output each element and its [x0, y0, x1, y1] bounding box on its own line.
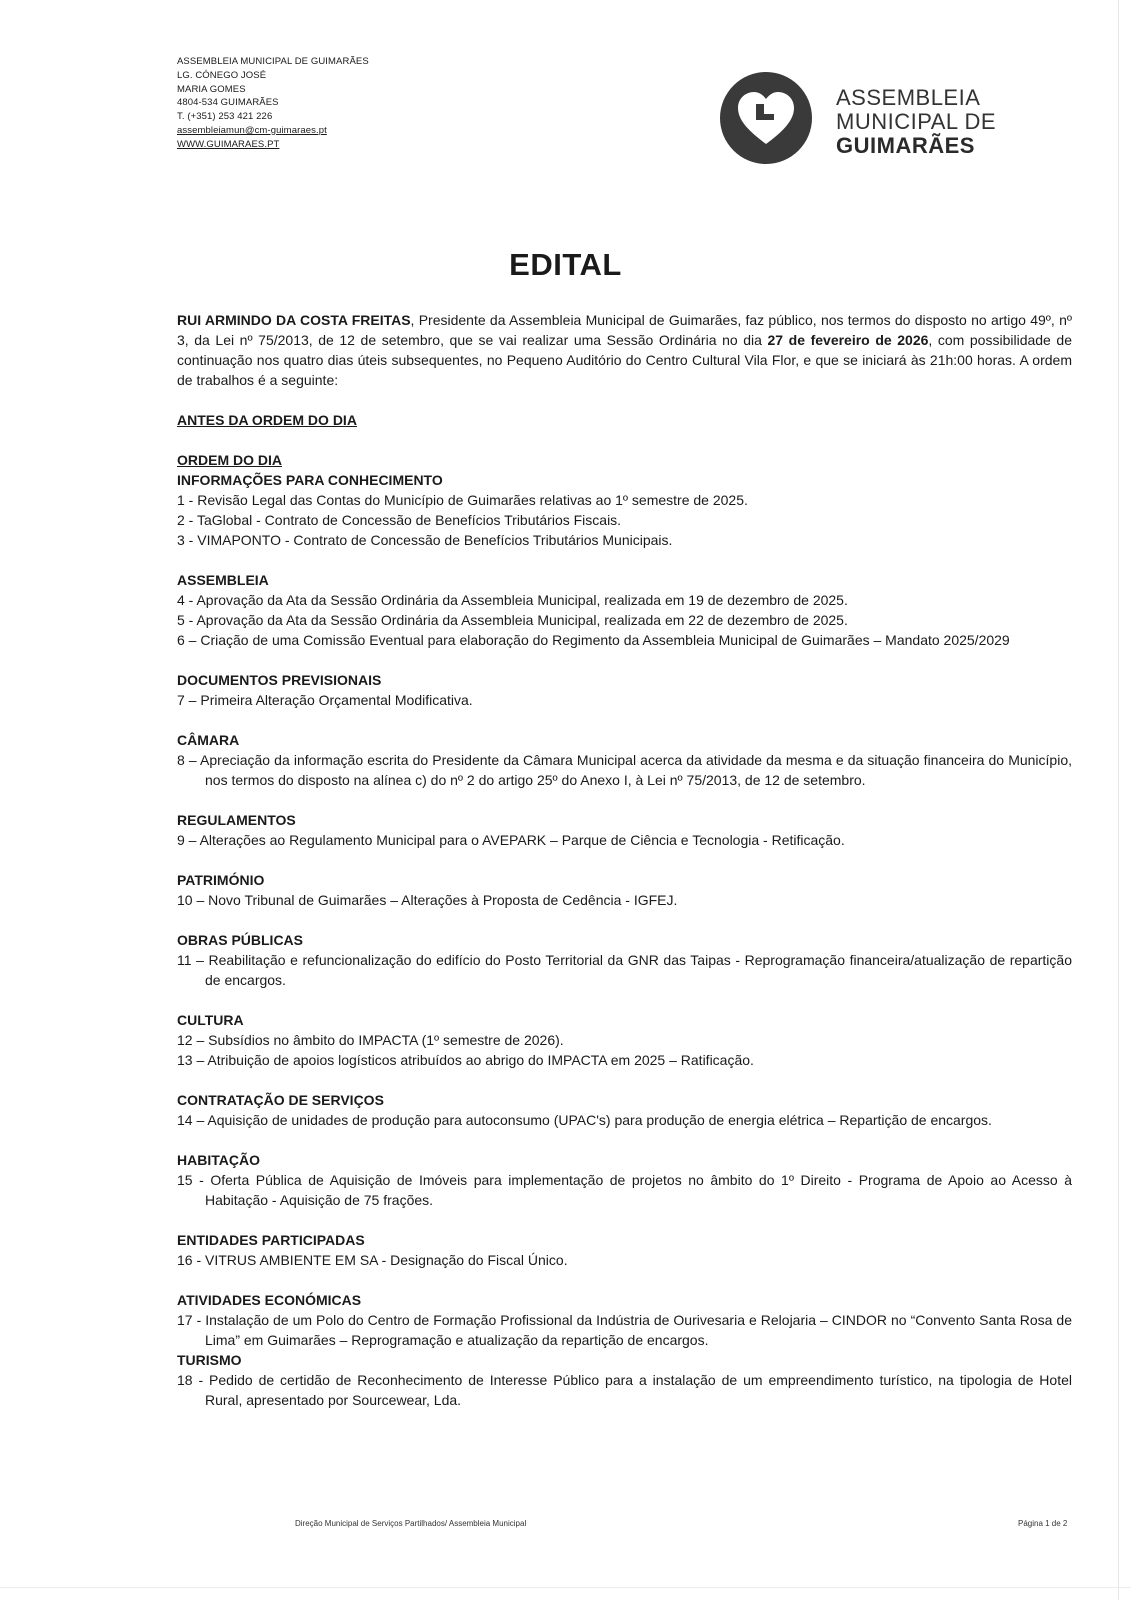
agenda-sections	[177, 470, 1072, 1410]
intro-text: , com possibilidade de continuação nos quatro dias úteis subsequentes, no Pequeno Auditório do Centro Cultural Vila Flor, e que se iniciará às 21h:00 horas. A ordem de trabalhos é a seguinte:	[177, 332, 1072, 388]
session-date: 27 de fevereiro de 2026	[767, 332, 929, 348]
email-link[interactable]: assembleiamun@cm-guimaraes.pt	[177, 124, 327, 136]
section-heading: CONTRATAÇÃO DE SERVIÇOS	[177, 1092, 384, 1108]
section-heading: ATIVIDADES ECONÓMICAS	[177, 1292, 362, 1308]
agenda-item: 12 – Subsídios no âmbito do IMPACTA (1º semestre de 2026).	[177, 1032, 564, 1048]
agenda-item: 6 – Criação de uma Comissão Eventual para elaboração do Regimento da Assembleia Municipal de Guimarães – Mandato 2025/2029	[177, 632, 1010, 648]
agenda-item: 1 - Revisão Legal das Contas do Município de Guimarães relativas ao 1º semestre de 2025.	[177, 492, 748, 508]
logo-wordmark	[836, 86, 996, 158]
address-line: T. (+351) 253 421 226	[177, 111, 273, 123]
agenda-item: 13 – Atribuição de apoios logísticos atribuídos ao abrigo do IMPACTA em 2025 – Ratificação.	[177, 1052, 754, 1068]
page-edge-right	[1118, 0, 1119, 1600]
agenda-item: 3 - VIMAPONTO - Contrato de Concessão de Benefícios Tributários Municipais.	[177, 532, 673, 548]
section-heading: REGULAMENTOS	[177, 812, 296, 828]
section-heading: INFORMAÇÕES PARA CONHECIMENTO	[177, 472, 443, 488]
website-link[interactable]: WWW.GUIMARAES.PT	[177, 138, 280, 150]
letterhead-address	[177, 55, 369, 152]
document-body	[177, 310, 1072, 1410]
section-heading: ANTES DA ORDEM DO DIA	[177, 412, 357, 428]
agenda-item: 7 – Primeira Alteração Orçamental Modificativa.	[177, 692, 473, 708]
section-heading: HABITAÇÃO	[177, 1152, 260, 1168]
page-title: EDITAL	[509, 247, 622, 282]
agenda-item: 10 – Novo Tribunal de Guimarães – Alterações à Proposta de Cedência - IGFEJ.	[177, 892, 678, 908]
heart-logo-icon	[720, 72, 812, 164]
agenda-item: 17 - Instalação de um Polo do Centro de Formação Profissional da Indústria de Ourivesaria e Relojaria – CINDOR no “Convento Santa Rosa de Lima” em Guimarães – Reprogramação e atualização da repartição de encargos.	[177, 1312, 1072, 1348]
agenda-item: 2 - TaGlobal - Contrato de Concessão de Benefícios Tributários Fiscais.	[177, 512, 622, 528]
agenda-item: 4 - Aprovação da Ata da Sessão Ordinária da Assembleia Municipal, realizada em 19 de dezembro de 2025.	[177, 592, 848, 608]
agenda-item: 8 – Apreciação da informação escrita do Presidente da Câmara Municipal acerca da atividade da mesma e da situação financeira do Município, nos termos do disposto na alínea c) do nº 2 do artigo 25º do Anexo I, à Lei nº 75/2013, de 12 de setembro.	[177, 752, 1072, 788]
section-heading: ORDEM DO DIA	[177, 452, 282, 468]
section-heading: CULTURA	[177, 1012, 244, 1028]
address-line: 4804-534 GUIMARÃES	[177, 97, 279, 109]
section-heading: ENTIDADES PARTICIPADAS	[177, 1232, 365, 1248]
address-line: MARIA GOMES	[177, 83, 246, 95]
agenda-item: 11 – Reabilitação e refuncionalização do edifício do Posto Territorial da GNR das Taipas - Reprogramação financeira/atualização de repartição de encargos.	[177, 952, 1072, 988]
logo-line: MUNICIPAL DE	[836, 109, 997, 134]
section-heading: ASSEMBLEIA	[177, 572, 269, 588]
agenda-item: 9 – Alterações ao Regulamento Municipal para o AVEPARK – Parque de Ciência e Tecnologia - Retificação.	[177, 832, 845, 848]
logo-line: ASSEMBLEIA	[836, 85, 981, 110]
section-heading: CÂMARA	[177, 732, 240, 748]
footer-department: Direção Municipal de Serviços Partilhados/ Assembleia Municipal	[295, 1519, 527, 1528]
president-name: RUI ARMINDO DA COSTA FREITAS	[177, 312, 411, 328]
agenda-item: 18 - Pedido de certidão de Reconhecimento de Interesse Público para a instalação de um empreendimento turístico, na tipologia de Hotel Rural, apresentado por Sourcewear, Lda.	[177, 1372, 1072, 1408]
address-line: ASSEMBLEIA MUNICIPAL DE GUIMARÃES	[177, 56, 369, 67]
section-heading: DOCUMENTOS PREVISIONAIS	[177, 672, 382, 688]
intro-paragraph	[177, 310, 1072, 390]
address-line: LG. CÓNEGO JOSÉ	[177, 69, 267, 81]
intro-text: , Presidente da Assembleia Municipal de Guimarães, faz público, nos termos do disposto no artigo 49º, nº 3, da Lei nº 75/2013, de 12 de setembro, que se vai realizar uma Sessão Ordinária no dia	[177, 312, 1072, 348]
section-heading: OBRAS PÚBLICAS	[177, 932, 304, 948]
agenda-item: 5 - Aprovação da Ata da Sessão Ordinária da Assembleia Municipal, realizada em 22 de dezembro de 2025.	[177, 612, 848, 628]
section-heading: PATRIMÓNIO	[177, 872, 265, 888]
section-heading: TURISMO	[177, 1352, 242, 1368]
page-edge-bottom	[0, 1587, 1131, 1588]
logo-line: GUIMARÃES	[836, 133, 975, 158]
agenda-item: 14 – Aquisição de unidades de produção para autoconsumo (UPAC's) para produção de energia elétrica – Repartição de encargos.	[177, 1112, 992, 1128]
agenda-item: 15 - Oferta Pública de Aquisição de Imóveis para implementação de projetos no âmbito do 1º Direito - Programa de Apoio ao Acesso à Habitação - Aquisição de 75 frações.	[177, 1172, 1072, 1208]
agenda-item: 16 - VITRUS AMBIENTE EM SA - Designação do Fiscal Único.	[177, 1252, 568, 1268]
footer-page-number: Página 1 de 2	[1018, 1519, 1068, 1528]
